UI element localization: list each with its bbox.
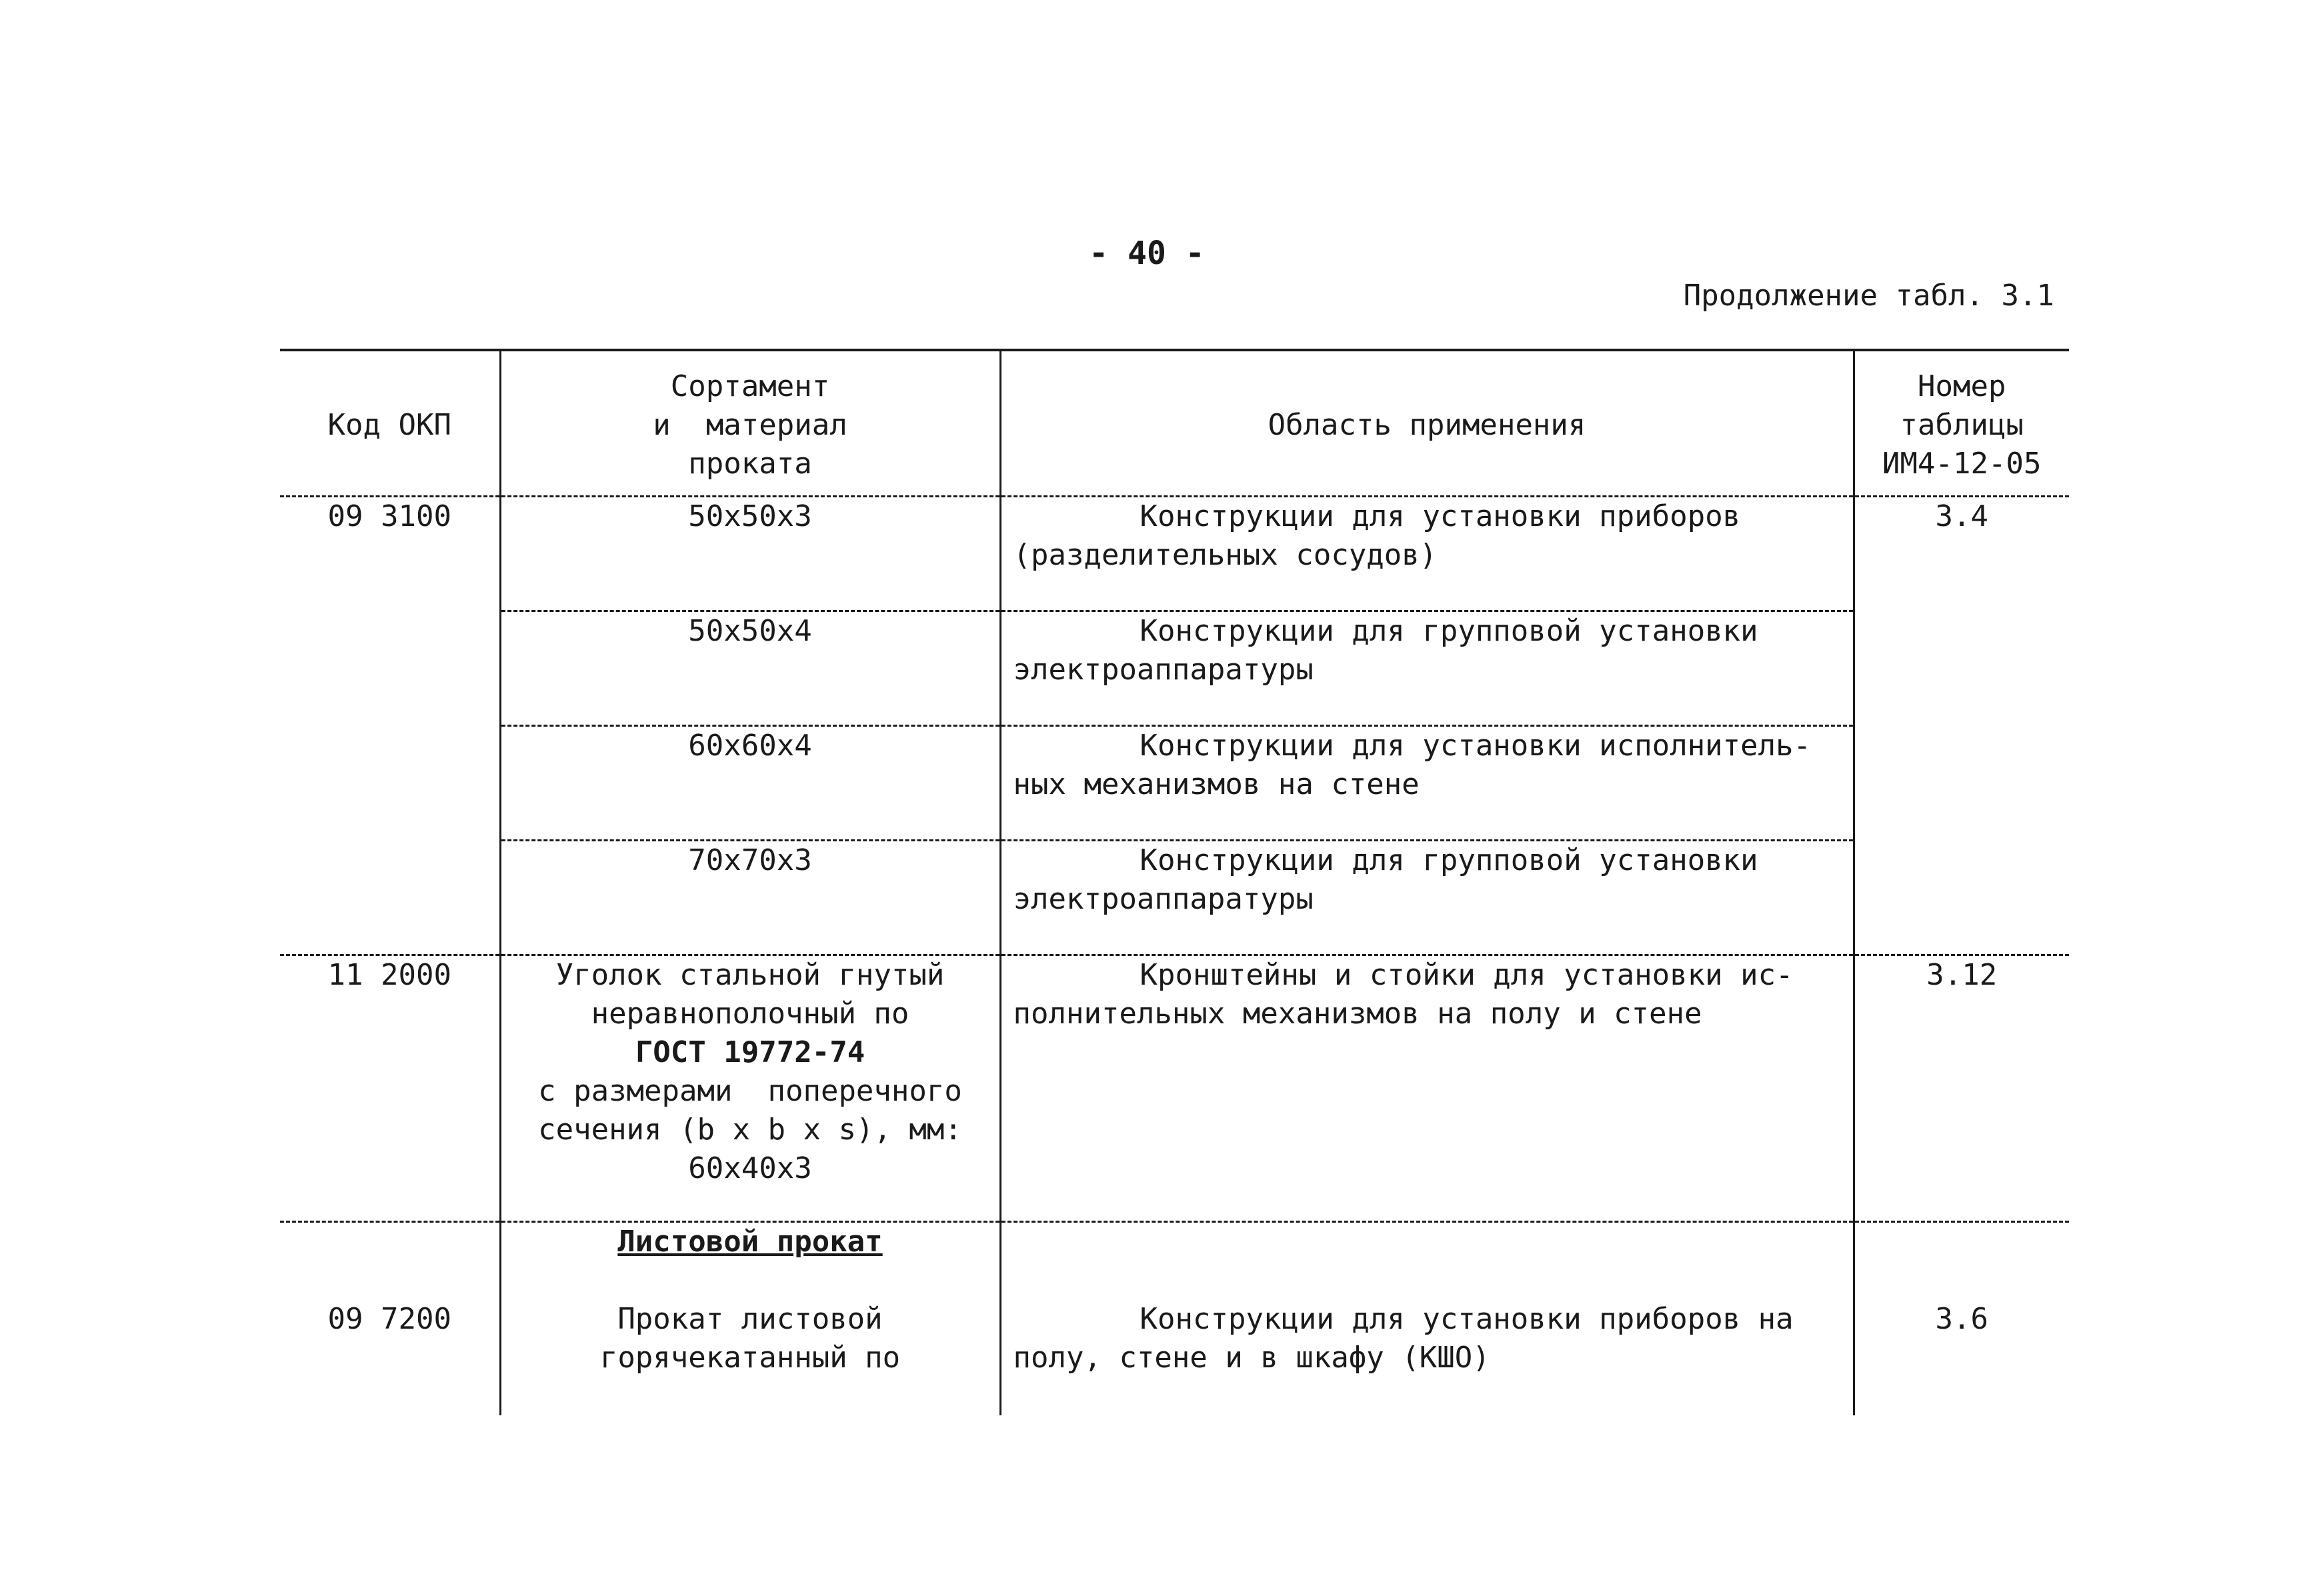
assortment-line: неравнополочный по: [591, 997, 909, 1031]
cell-code: [280, 726, 500, 841]
spacer: [1867, 1223, 2058, 1261]
header-table-number-line: Номер: [1918, 369, 2006, 403]
assortment-table: [280, 349, 2069, 1415]
application-line: Конструкции для установки приборов: [1139, 499, 1741, 533]
header-application-text: Область применения: [1268, 408, 1586, 442]
header-assortment: [500, 350, 1000, 497]
application-line: Конструкции для групповой установки: [1139, 843, 1758, 877]
table-row: [280, 955, 2069, 1222]
assortment-line: ГОСТ 19772-74: [635, 1035, 865, 1069]
cell-application: [1000, 726, 1854, 841]
cell-assortment: 60х60х4: [500, 726, 1000, 841]
application-line: Конструкции для групповой установки: [1139, 614, 1758, 648]
assortment-line: сечения (b x b x s), мм:: [538, 1113, 962, 1147]
application-line: полу, стене и в шкафу (КШО): [1013, 1341, 1490, 1375]
header-table-number: [1854, 350, 2069, 497]
cell-table-number: [1854, 726, 2069, 841]
spacer: [1867, 1261, 2058, 1300]
table-continuation-label: Продолжение табл. 3.1: [1683, 279, 2054, 313]
table-row: [280, 841, 2069, 955]
cell-table-number: [1854, 841, 2069, 955]
header-assortment-line: проката: [688, 447, 812, 481]
assortment-line: горячекатанный по: [599, 1341, 901, 1375]
table-number-text: 3.6: [1935, 1302, 1988, 1336]
cell-application: [1000, 497, 1854, 611]
table-row: [280, 726, 2069, 841]
cell-table-number: 3.12: [1854, 955, 2069, 1222]
cell-code: [280, 611, 500, 726]
header-code-text: Код ОКП: [327, 408, 451, 442]
cell-code: [280, 1222, 500, 1415]
table-header-row: [280, 350, 2069, 497]
page-number: - 40 -: [1089, 235, 1205, 272]
spacer: [1013, 1223, 1841, 1261]
header-application: [1000, 350, 1854, 497]
assortment-line: 60х40х3: [688, 1151, 812, 1185]
cell-table-number: [1854, 1222, 2069, 1415]
cell-application: [1000, 841, 1854, 955]
code-text: 09 7200: [327, 1302, 451, 1336]
spacer: [292, 1223, 487, 1261]
cell-table-number: 3.4: [1854, 497, 2069, 611]
header-table-number-line: ИМ4-12-05: [1882, 447, 2042, 481]
table-row: [280, 497, 2069, 611]
cell-assortment: [500, 955, 1000, 1222]
application-line: Кронштейны и стойки для установки ис-: [1139, 958, 1794, 992]
cell-application: [1000, 1222, 1854, 1415]
application-line: ных механизмов на стене: [1013, 767, 1420, 801]
header-code: [280, 350, 500, 497]
cell-application: [1000, 611, 1854, 726]
header-assortment-line: и материал: [653, 408, 847, 442]
application-line: Конструкции для установки приборов на: [1139, 1302, 1794, 1336]
cell-code: [280, 841, 500, 955]
header-table-number-line: таблицы: [1900, 408, 2024, 442]
cell-code: 09 3100: [280, 497, 500, 611]
cell-assortment: 50х50х3: [500, 497, 1000, 611]
section-title: Листовой прокат: [617, 1225, 883, 1259]
assortment-line: Уголок стальной гнутый: [555, 958, 945, 992]
cell-assortment: 70х70х3: [500, 841, 1000, 955]
spacer: [1013, 1261, 1841, 1300]
header-assortment-line: Сортамент: [670, 369, 830, 403]
application-line: электроаппаратуры: [1013, 653, 1314, 687]
spacer: [292, 1261, 487, 1300]
cell-assortment: 50х50х4: [500, 611, 1000, 726]
table-row: [280, 611, 2069, 726]
cell-assortment: [500, 1222, 1000, 1415]
application-line: Конструкции для установки исполнитель-: [1139, 729, 1812, 763]
application-line: электроаппаратуры: [1013, 882, 1314, 916]
application-line: (разделительных сосудов): [1013, 538, 1438, 572]
spacer: [513, 1261, 987, 1300]
table-row: [280, 1222, 2069, 1415]
assortment-line: с размерами поперечного: [538, 1074, 962, 1108]
application-line: полнительных механизмов на полу и стене: [1013, 997, 1702, 1031]
cell-application: [1000, 955, 1854, 1222]
assortment-line: Прокат листовой: [617, 1302, 883, 1336]
cell-code: 11 2000: [280, 955, 500, 1222]
cell-table-number: [1854, 611, 2069, 726]
